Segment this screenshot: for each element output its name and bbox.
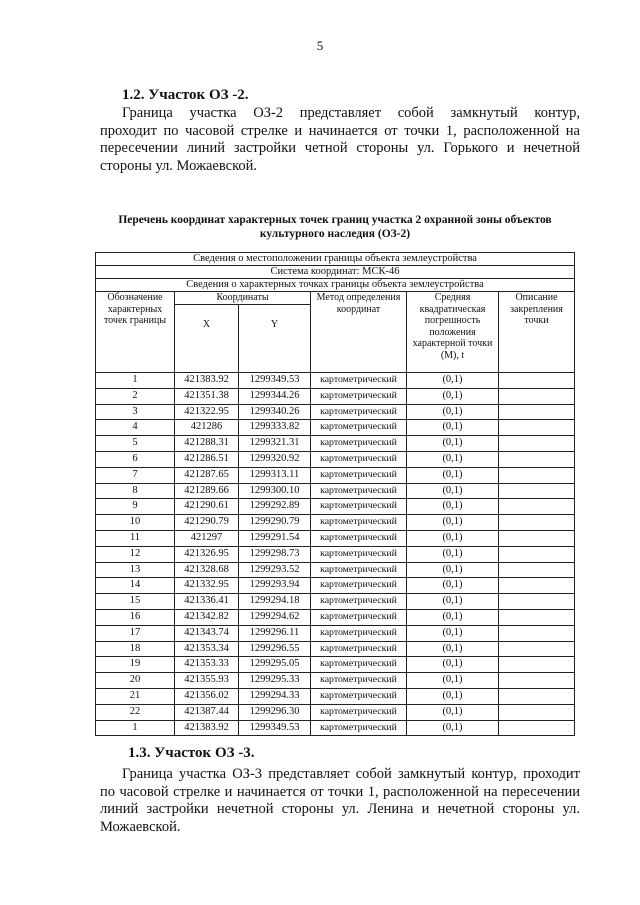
cell-description — [499, 546, 575, 562]
cell-error: (0,1) — [407, 388, 499, 404]
cell-point: 15 — [96, 594, 175, 610]
cell-description — [499, 578, 575, 594]
cell-method: картометрический — [311, 483, 407, 499]
cell-error: (0,1) — [407, 451, 499, 467]
cell-description — [499, 641, 575, 657]
cell-method: картометрический — [311, 704, 407, 720]
cell-point: 22 — [96, 704, 175, 720]
cell-error: (0,1) — [407, 562, 499, 578]
cell-error: (0,1) — [407, 673, 499, 689]
cell-point: 9 — [96, 499, 175, 515]
cell-method: картометрический — [311, 515, 407, 531]
cell-y: 1299349.53 — [239, 373, 311, 389]
cell-error: (0,1) — [407, 641, 499, 657]
table-title-line: культурного наследия (ОЗ-2) — [259, 228, 411, 240]
cell-x: 421342.82 — [175, 609, 239, 625]
cell-y: 1299300.10 — [239, 483, 311, 499]
cell-y: 1299344.26 — [239, 388, 311, 404]
cell-method: картометрический — [311, 594, 407, 610]
cell-description — [499, 515, 575, 531]
cell-y: 1299320.92 — [239, 451, 311, 467]
cell-y: 1299292.89 — [239, 499, 311, 515]
cell-method: картометрический — [311, 451, 407, 467]
cell-method: картометрический — [311, 609, 407, 625]
header-error: Средняя квадратическая погрешность положения характерной точки (М), t — [407, 292, 499, 373]
cell-point: 21 — [96, 688, 175, 704]
cell-error: (0,1) — [407, 499, 499, 515]
cell-point: 12 — [96, 546, 175, 562]
cell-y: 1299291.54 — [239, 530, 311, 546]
cell-x: 421387.44 — [175, 704, 239, 720]
cell-point: 4 — [96, 420, 175, 436]
cell-x: 421336.41 — [175, 594, 239, 610]
table-row — [96, 704, 575, 720]
header-description: Описание закрепления точки — [499, 292, 575, 373]
header-coordinates: Координаты — [175, 292, 311, 305]
cell-y: 1299313.11 — [239, 467, 311, 483]
table-row — [96, 720, 575, 736]
cell-error: (0,1) — [407, 657, 499, 673]
table-row — [96, 594, 575, 610]
cell-x: 421383.92 — [175, 373, 239, 389]
cell-point: 20 — [96, 673, 175, 689]
cell-error: (0,1) — [407, 515, 499, 531]
table-row — [96, 467, 575, 483]
cell-method: картометрический — [311, 404, 407, 420]
cell-error: (0,1) — [407, 530, 499, 546]
cell-point: 5 — [96, 436, 175, 452]
table-row — [96, 688, 575, 704]
cell-description — [499, 388, 575, 404]
cell-point: 18 — [96, 641, 175, 657]
paragraph-line: пересечении линий застройки четной стороны ул. Горького и нечетной — [100, 140, 580, 156]
table-row — [96, 388, 575, 404]
cell-x: 421328.68 — [175, 562, 239, 578]
header-x: X — [175, 304, 239, 373]
cell-description — [499, 609, 575, 625]
cell-y: 1299294.33 — [239, 688, 311, 704]
cell-x: 421297 — [175, 530, 239, 546]
cell-method: картометрический — [311, 546, 407, 562]
cell-point: 14 — [96, 578, 175, 594]
cell-error: (0,1) — [407, 436, 499, 452]
paragraph-line: проходит по часовой стрелке и начинается от точки 1, расположенной на — [100, 122, 580, 139]
cell-point: 1 — [96, 720, 175, 736]
cell-method: картометрический — [311, 720, 407, 736]
table-row — [96, 515, 575, 531]
cell-error: (0,1) — [407, 704, 499, 720]
cell-method: картометрический — [311, 436, 407, 452]
cell-error: (0,1) — [407, 625, 499, 641]
cell-x: 421288.31 — [175, 436, 239, 452]
table-row — [96, 641, 575, 657]
cell-description — [499, 704, 575, 720]
cell-description — [499, 688, 575, 704]
cell-description — [499, 404, 575, 420]
table-row — [96, 404, 575, 420]
header-y: Y — [239, 304, 311, 373]
table-title — [100, 213, 570, 241]
cell-method: картометрический — [311, 673, 407, 689]
table-row — [96, 530, 575, 546]
cell-x: 421286 — [175, 420, 239, 436]
cell-method: картометрический — [311, 562, 407, 578]
cell-method: картометрический — [311, 625, 407, 641]
table-title-line: Перечень координат характерных точек границ участка 2 охранной зоны объектов — [118, 214, 552, 226]
cell-description — [499, 436, 575, 452]
cell-method: картометрический — [311, 388, 407, 404]
cell-x: 421351.38 — [175, 388, 239, 404]
cell-y: 1299298.73 — [239, 546, 311, 562]
cell-error: (0,1) — [407, 546, 499, 562]
cell-x: 421322.95 — [175, 404, 239, 420]
cell-point: 6 — [96, 451, 175, 467]
cell-error: (0,1) — [407, 483, 499, 499]
cell-x: 421289.66 — [175, 483, 239, 499]
coordinates-table — [95, 252, 575, 736]
table-row — [96, 451, 575, 467]
cell-x: 421290.61 — [175, 499, 239, 515]
section-heading-oz3: 1.3. Участок ОЗ -3. — [128, 745, 255, 761]
cell-point: 19 — [96, 657, 175, 673]
cell-description — [499, 451, 575, 467]
cell-point: 16 — [96, 609, 175, 625]
cell-x: 421353.34 — [175, 641, 239, 657]
cell-error: (0,1) — [407, 594, 499, 610]
cell-point: 8 — [96, 483, 175, 499]
page-number: 5 — [316, 38, 324, 53]
cell-x: 421355.93 — [175, 673, 239, 689]
cell-description — [499, 625, 575, 641]
cell-x: 421383.92 — [175, 720, 239, 736]
cell-method: картометрический — [311, 530, 407, 546]
cell-y: 1299296.30 — [239, 704, 311, 720]
cell-y: 1299295.33 — [239, 673, 311, 689]
cell-method: картометрический — [311, 373, 407, 389]
cell-x: 421326.95 — [175, 546, 239, 562]
paragraph-line: линий застройки нечетной стороны ул. Ленина и нечетной стороны ул. — [100, 801, 580, 817]
cell-method: картометрический — [311, 467, 407, 483]
table-row — [96, 546, 575, 562]
cell-error: (0,1) — [407, 578, 499, 594]
cell-description — [499, 420, 575, 436]
cell-error: (0,1) — [407, 688, 499, 704]
section-paragraph-oz3 — [100, 766, 580, 836]
cell-description — [499, 483, 575, 499]
table-row — [96, 483, 575, 499]
cell-description — [499, 467, 575, 483]
cell-point: 7 — [96, 467, 175, 483]
cell-description — [499, 673, 575, 689]
header-method: Метод определения координат — [311, 292, 407, 373]
cell-error: (0,1) — [407, 467, 499, 483]
cell-y: 1299293.94 — [239, 578, 311, 594]
cell-point: 17 — [96, 625, 175, 641]
cell-method: картометрический — [311, 641, 407, 657]
header-point: Обозначение характерных точек границы — [96, 292, 175, 373]
cell-error: (0,1) — [407, 609, 499, 625]
cell-method: картометрический — [311, 578, 407, 594]
section-heading-oz2: 1.2. Участок ОЗ -2. — [122, 87, 249, 103]
paragraph-line: Граница участка ОЗ-3 представляет собой замкнутый контур, проходит — [122, 766, 580, 782]
table-row — [96, 673, 575, 689]
cell-x: 421287.65 — [175, 467, 239, 483]
cell-y: 1299296.55 — [239, 641, 311, 657]
table-row — [96, 373, 575, 389]
cell-y: 1299290.79 — [239, 515, 311, 531]
cell-y: 1299296.11 — [239, 625, 311, 641]
cell-description — [499, 594, 575, 610]
table-info-coordinate-system: Система координат: МСК-46 — [96, 266, 575, 279]
cell-y: 1299294.62 — [239, 609, 311, 625]
table-row — [96, 420, 575, 436]
cell-x: 421290.79 — [175, 515, 239, 531]
cell-x: 421356.02 — [175, 688, 239, 704]
cell-y: 1299293.52 — [239, 562, 311, 578]
cell-error: (0,1) — [407, 420, 499, 436]
cell-point: 2 — [96, 388, 175, 404]
paragraph-line: Граница участка ОЗ-2 представляет собой замкнутый контур, — [122, 105, 580, 121]
cell-description — [499, 562, 575, 578]
cell-y: 1299321.31 — [239, 436, 311, 452]
cell-point: 10 — [96, 515, 175, 531]
cell-method: картометрический — [311, 688, 407, 704]
table-info-points: Сведения о характерных точках границы объекта землеустройства — [96, 279, 575, 292]
table-row — [96, 578, 575, 594]
cell-x: 421286.51 — [175, 451, 239, 467]
cell-point: 11 — [96, 530, 175, 546]
table-row — [96, 436, 575, 452]
cell-error: (0,1) — [407, 373, 499, 389]
table-row — [96, 562, 575, 578]
paragraph-line: Можаевской. — [100, 818, 181, 835]
cell-error: (0,1) — [407, 404, 499, 420]
cell-description — [499, 499, 575, 515]
cell-y: 1299294.18 — [239, 594, 311, 610]
paragraph-line: стороны ул. Можаевской. — [100, 157, 258, 174]
paragraph-line: по часовой стрелке и начинается от точки 1, расположенной на пересечении — [100, 783, 580, 800]
cell-x: 421343.74 — [175, 625, 239, 641]
cell-description — [499, 720, 575, 736]
cell-point: 3 — [96, 404, 175, 420]
cell-method: картометрический — [311, 499, 407, 515]
table-row — [96, 657, 575, 673]
cell-x: 421332.95 — [175, 578, 239, 594]
section-paragraph-oz2 — [100, 105, 580, 175]
cell-point: 1 — [96, 373, 175, 389]
cell-error: (0,1) — [407, 720, 499, 736]
cell-method: картометрический — [311, 420, 407, 436]
table-row — [96, 625, 575, 641]
cell-x: 421353.33 — [175, 657, 239, 673]
cell-y: 1299295.05 — [239, 657, 311, 673]
cell-y: 1299333.82 — [239, 420, 311, 436]
table-row — [96, 609, 575, 625]
cell-description — [499, 657, 575, 673]
table-row — [96, 499, 575, 515]
cell-y: 1299340.26 — [239, 404, 311, 420]
table-info-location: Сведения о местоположении границы объекта землеустройства — [96, 253, 575, 266]
cell-method: картометрический — [311, 657, 407, 673]
cell-description — [499, 530, 575, 546]
cell-y: 1299349.53 — [239, 720, 311, 736]
cell-description — [499, 373, 575, 389]
cell-point: 13 — [96, 562, 175, 578]
